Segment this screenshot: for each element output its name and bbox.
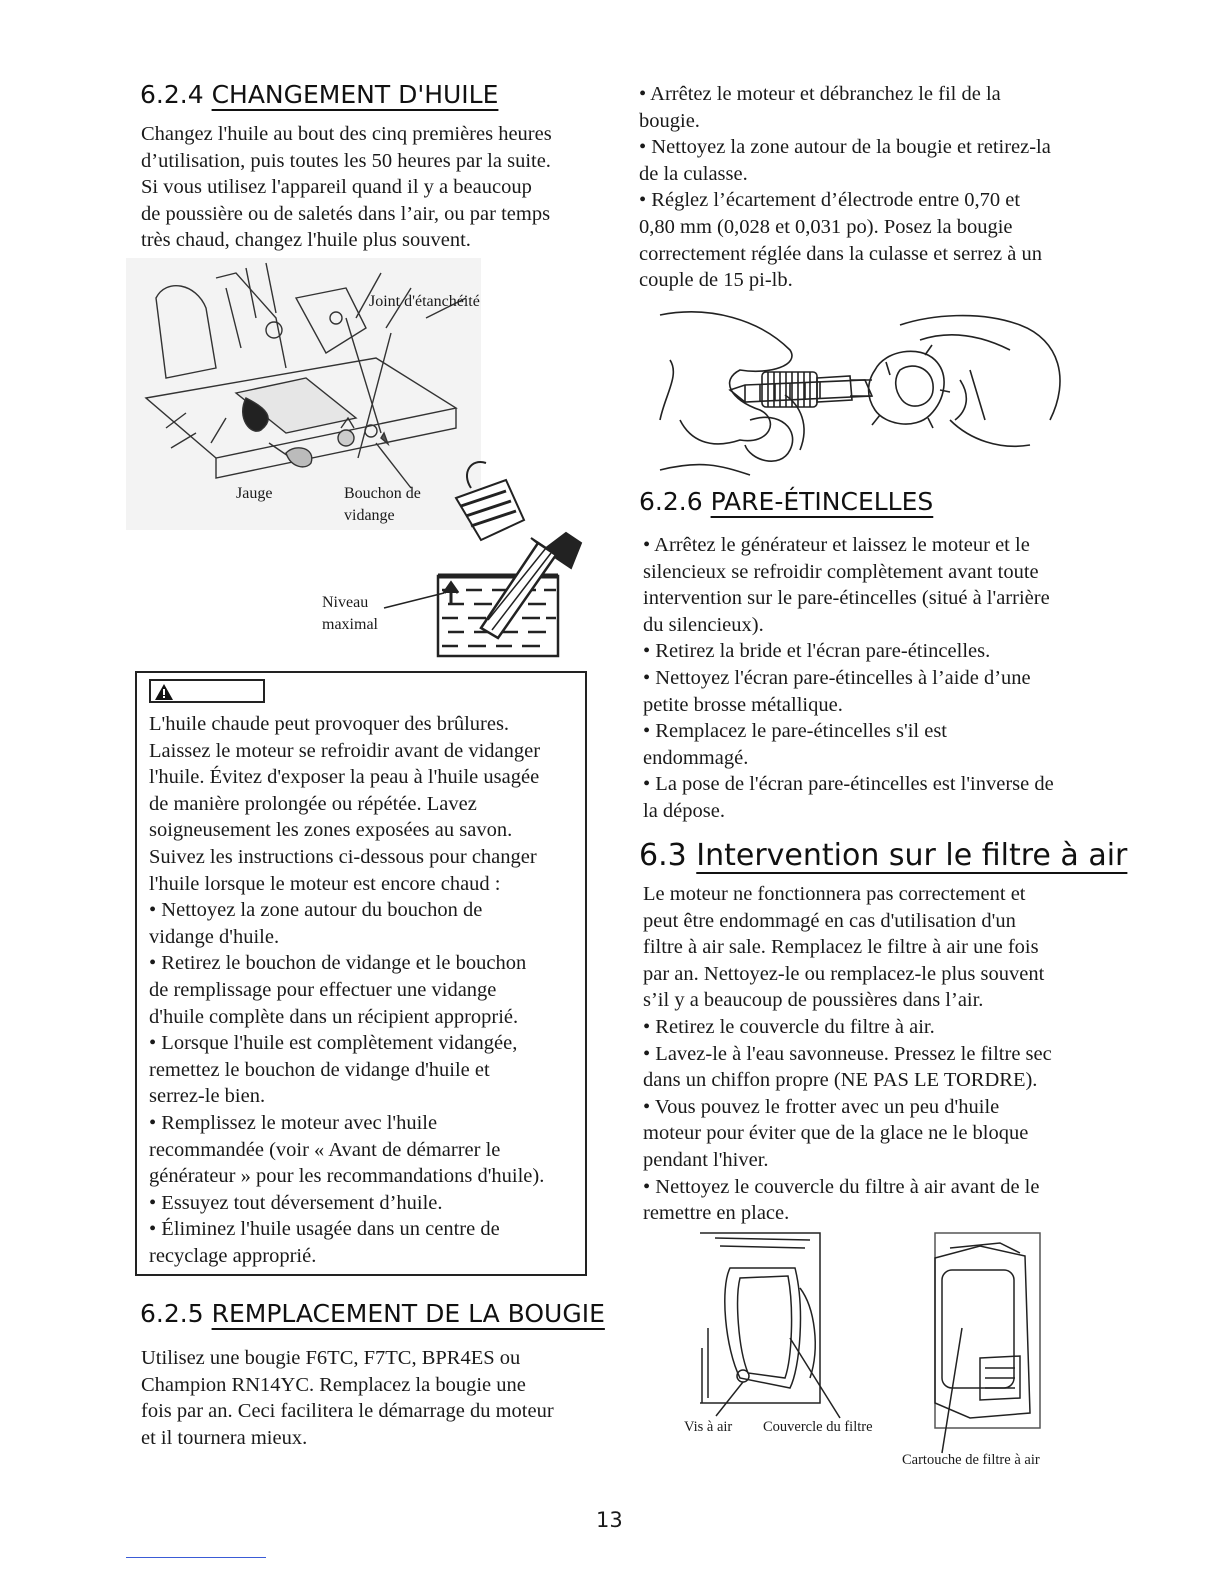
- text-line: remettez le bouchon de vidange d'huile et: [149, 1058, 490, 1081]
- text-line: du silencieux).: [643, 613, 764, 636]
- text-line: Changez l'huile au bout des cinq premières heures: [141, 123, 552, 145]
- filter-cartridge-label: Cartouche de filtre à air: [902, 1452, 1040, 1468]
- text-line: générateur » pour les recommandations d'huile).: [149, 1165, 545, 1188]
- text-line: recyclage approprié.: [149, 1244, 317, 1267]
- air-filter-figure: [680, 1228, 1080, 1478]
- seal-label: Joint d'étanchéité: [369, 293, 480, 310]
- page-number: 13: [596, 1508, 623, 1532]
- text-line: • Nettoyez la zone autour de la bougie et retirez-la: [639, 136, 1051, 159]
- oil-change-intro: [141, 121, 601, 254]
- text-line: • Réglez l’écartement d’électrode entre 0,70 et: [639, 189, 1021, 212]
- heading-number: 6.2.5: [140, 1299, 204, 1328]
- text-line: 0,80 mm (0,028 et 0,031 po). Posez la bougie: [639, 215, 1013, 238]
- max-level-label: [322, 592, 378, 636]
- oil-change-heading: [140, 80, 498, 109]
- text-line: de poussière ou de saletés dans l’air, ou par temps: [141, 202, 551, 225]
- text-line: Le moteur ne fonctionnera pas correctement et: [643, 883, 1026, 905]
- text-line: d'huile complète dans un récipient approprié.: [149, 1005, 519, 1028]
- text-line: • Remplissez le moteur avec l'huile: [149, 1111, 438, 1134]
- spark-plug-steps: [639, 81, 1109, 294]
- text-line: • Vous pouvez le frotter avec un peu d'huile: [643, 1095, 1000, 1118]
- text-line: couple de 15 pi-lb.: [639, 269, 793, 292]
- air-filter-illustration: [680, 1228, 1080, 1478]
- label-line: vidange: [344, 507, 395, 524]
- text-line: • Nettoyez la zone autour du bouchon de: [149, 899, 483, 922]
- heading-number: 6.2.4: [140, 80, 204, 109]
- text-line: Champion RN14YC. Remplacez la bougie une: [141, 1373, 526, 1396]
- text-line: la dépose.: [643, 799, 725, 822]
- text-line: recommandée (voir « Avant de démarrer le: [149, 1138, 501, 1161]
- text-line: bougie.: [639, 109, 700, 132]
- warning-label-box: [149, 679, 265, 703]
- warning-text: [149, 711, 585, 1269]
- heading-title: CHANGEMENT D'HUILE: [211, 80, 499, 109]
- text-line: pendant l'hiver.: [643, 1148, 769, 1171]
- spark-arrester-text: [643, 532, 1113, 825]
- spark-plug-text: [141, 1345, 601, 1451]
- text-line: d’utilisation, puis toutes les 50 heures par la suite.: [141, 149, 551, 172]
- text-line: filtre à air sale. Remplacez le filtre à air une fois: [643, 936, 1039, 959]
- text-line: de la culasse.: [639, 162, 748, 185]
- text-line: • Lavez-le à l'eau savonneuse. Pressez le filtre sec: [643, 1042, 1052, 1065]
- text-line: • Arrêtez le générateur et laissez le moteur et le: [643, 534, 1030, 556]
- text-line: soigneusement les zones exposées au savon.: [149, 819, 513, 842]
- heading-number: 6.3: [639, 838, 687, 873]
- text-line: • Retirez la bride et l'écran pare-étincelles.: [643, 640, 991, 663]
- text-line: serrez-le bien.: [149, 1085, 266, 1108]
- text-line: de remplissage pour effectuer une vidange: [149, 978, 497, 1001]
- text-line: s’il y a beaucoup de poussières dans l’air.: [643, 989, 984, 1012]
- text-line: Si vous utilisez l'appareil quand il y a beaucoup: [141, 176, 532, 199]
- text-line: L'huile chaude peut provoquer des brûlures.: [149, 713, 510, 735]
- text-line: très chaud, changez l'huile plus souvent.: [141, 229, 471, 252]
- text-line: peut être endommagé en cas d'utilisation d'un: [643, 909, 1016, 932]
- text-line: • Remplacez le pare-étincelles s'il est: [643, 720, 947, 743]
- heading-title: PARE-ÉTINCELLES: [710, 487, 934, 516]
- label-line: maximal: [322, 616, 378, 633]
- text-line: moteur pour éviter que de la glace ne le bloque: [643, 1122, 1029, 1145]
- hands-spark-plug-illustration: [650, 300, 1080, 478]
- drain-plug-label: [344, 483, 421, 527]
- text-line: • Arrêtez le moteur et débranchez le fil de la: [639, 83, 1001, 105]
- text-line: • Nettoyez l'écran pare-étincelles à l’aide d’une: [643, 666, 1031, 689]
- text-line: Utilisez une bougie F6TC, F7TC, BPR4ES ou: [141, 1347, 521, 1369]
- text-line: fois par an. Ceci facilitera le démarrage du moteur: [141, 1400, 554, 1423]
- text-line: par an. Nettoyez-le ou remplacez-le plus souvent: [643, 962, 1045, 985]
- text-line: petite brosse métallique.: [643, 693, 843, 716]
- text-line: • Lorsque l'huile est complètement vidangée,: [149, 1032, 518, 1055]
- text-line: de manière prolongée ou répétée. Lavez: [149, 792, 477, 815]
- text-line: dans un chiffon propre (NE PAS LE TORDRE).: [643, 1069, 1038, 1092]
- hot-oil-warning-box: [135, 671, 587, 1276]
- footnote-rule: [126, 1557, 266, 1558]
- spark-arrester-heading: [639, 487, 933, 516]
- air-filter-heading: [639, 838, 1127, 873]
- text-line: • La pose de l'écran pare-étincelles est l'inverse de: [643, 773, 1054, 796]
- heading-title: REMPLACEMENT DE LA BOUGIE: [211, 1299, 605, 1328]
- heading-title: Intervention sur le filtre à air: [696, 838, 1128, 873]
- text-line: l'huile. Évitez d'exposer la peau à l'huile usagée: [149, 766, 540, 789]
- heading-number: 6.2.6: [639, 487, 703, 516]
- text-line: intervention sur le pare-étincelles (situé à l'arrière: [643, 587, 1050, 610]
- text-line: silencieux se refroidir complètement avant toute: [643, 560, 1039, 583]
- text-line: • Retirez le couvercle du filtre à air.: [643, 1015, 935, 1038]
- air-filter-text: [643, 881, 1113, 1227]
- text-line: • Retirez le bouchon de vidange et le bouchon: [149, 952, 527, 975]
- oil-change-figure: [126, 258, 596, 668]
- label-line: Niveau: [322, 594, 369, 611]
- dipstick-label: Jauge: [236, 485, 273, 502]
- spark-plug-heading: [140, 1299, 605, 1328]
- filter-cover-label: Couvercle du filtre: [763, 1419, 873, 1435]
- text-line: remettre en place.: [643, 1202, 790, 1225]
- text-line: • Nettoyez le couvercle du filtre à air avant de le: [643, 1175, 1040, 1198]
- label-line: Bouchon de: [344, 485, 421, 502]
- text-line: l'huile lorsque le moteur est encore chaud :: [149, 872, 501, 895]
- text-line: Suivez les instructions ci-dessous pour changer: [149, 845, 537, 868]
- warning-triangle-icon: [154, 683, 174, 701]
- text-line: correctement réglée dans la culasse et serrez à un: [639, 242, 1042, 265]
- text-line: vidange d'huile.: [149, 925, 280, 948]
- text-line: • Essuyez tout déversement d’huile.: [149, 1191, 443, 1214]
- text-line: Laissez le moteur se refroidir avant de vidanger: [149, 739, 541, 762]
- text-line: et il tournera mieux.: [141, 1426, 308, 1449]
- text-line: endommagé.: [643, 746, 749, 769]
- text-line: • Éliminez l'huile usagée dans un centre de: [149, 1218, 500, 1241]
- air-screw-label: Vis à air: [684, 1419, 733, 1435]
- spark-plug-gap-figure: [650, 300, 1080, 478]
